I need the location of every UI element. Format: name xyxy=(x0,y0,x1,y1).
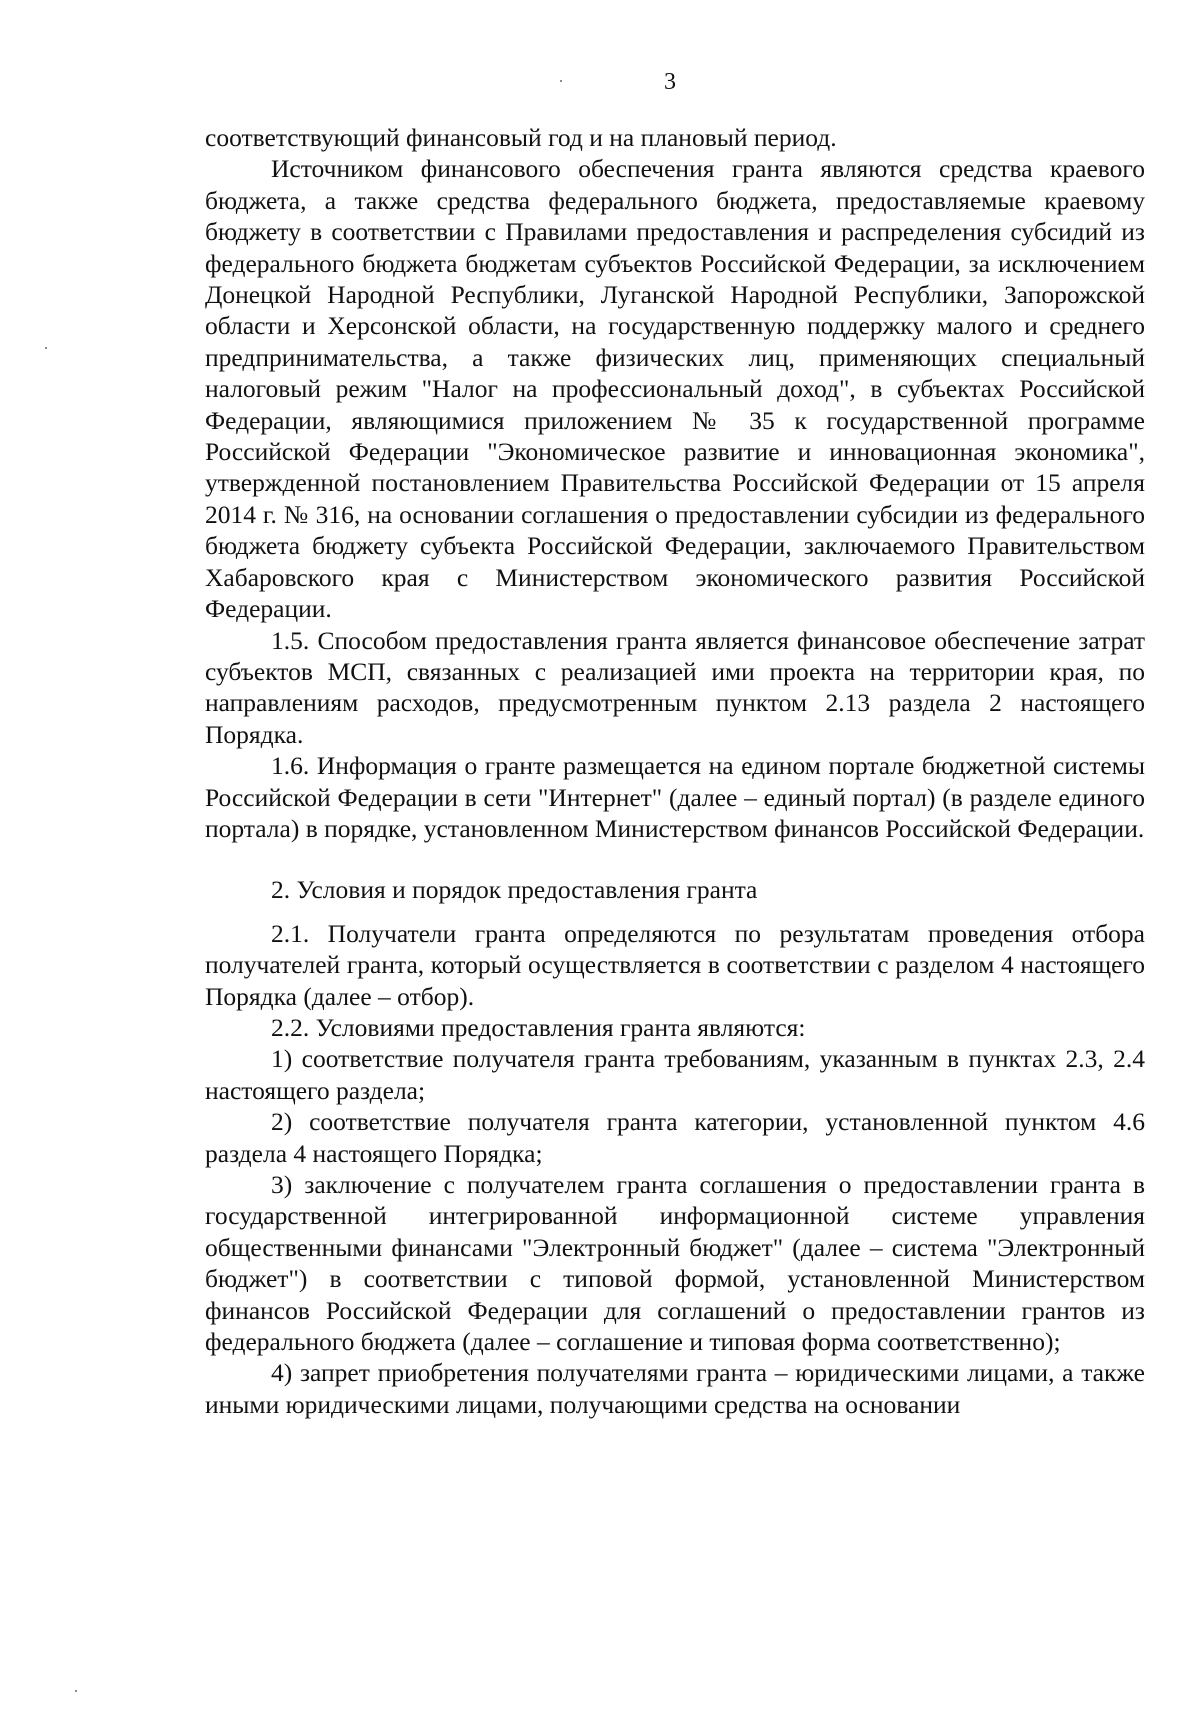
paragraph-2-2: 2.2. Условиями предоставления гранта являются: xyxy=(271,1012,806,1042)
list-item-4: 4) запрет приобретения получателями гранта – юридическими лицами, а также иными юридическими лицами, получающими средства на основании xyxy=(205,1358,1145,1419)
paragraph-continuation: соответствующий финансовый год и на плановый период. xyxy=(205,123,837,152)
scan-speck xyxy=(75,1690,77,1692)
list-item-1: 1) соответствие получателя гранта требованиям, указанным в пунктах 2.3, 2.4 настоящего раздела; xyxy=(205,1044,1145,1105)
paragraph-2-1: 2.1. Получатели гранта определяются по результатам проведения отбора получателей гранта, который осуществляется в соответствии с разделом 4 настоящего Порядка (далее – отбор). xyxy=(205,918,1145,1011)
list-item-2: 2) соответствие получателя гранта категории, установленной пунктом 4.6 раздела 4 настоящего Порядка; xyxy=(205,1107,1145,1168)
paragraph-1-6: 1.6. Информация о гранте размещается на едином портале бюджетной системы Российской Федерации в сети "Интернет" (далее – единый портал) (в разделе единого портала) в порядке, установленном Министерством финансов Российской Федерации. xyxy=(205,751,1145,843)
section-heading: 2. Условия и порядок предоставления гранта xyxy=(271,875,758,905)
list-item-3: 3) заключение с получателем гранта соглашения о предоставлении гранта в государственной интегрированной информационной системе управления общественными финансами "Электронный бюджет" (далее – система "Электронный бюджет") в соответствии с типовой формой, установленной Министерством финансов Российской Федерации для соглашений о предоставлении грантов из федерального бюджета (далее – соглашение и типовая форма соответственно); xyxy=(205,1170,1145,1357)
document-body xyxy=(205,122,1145,1420)
paragraph-funding-source: Источником финансового обеспечения гранта являются средства краевого бюджета, а также средства федерального бюджета, предоставляемые краевому бюджету в соответствии с Правилами предоставления и распределения субсидий из федерального бюджета бюджетам субъектов Российской Федерации, за исключением Донецкой Народной Республики, Луганской Народной Республики, Запорожской области и Херсонской области, на государственную поддержку малого и среднего предпринимательства, а также физических лиц, применяющих специальный налоговый режим "Налог на профессиональный доход", в субъектах Российской Федерации, являющимися приложением № 35 к государственной программе Российской Федерации "Экономическое развитие и инновационная экономика", утвержденной постановлением Правительства Российской Федерации от 15 апреля 2014 г. № 316, на основании соглашения о предоставлении субсидии из федерального бюджета бюджету субъекта Российской Федерации, заключаемого Правительством Хабаровского края с Министерством экономического развития Российской Федерации. xyxy=(205,154,1145,624)
scan-speck xyxy=(560,80,562,82)
scan-speck xyxy=(45,347,47,349)
paragraph-1-5: 1.5. Способом предоставления гранта является финансовое обеспечение затрат субъектов МСП, связанных с реализацией ими проекта на территории края, по направлениям расходов, предусмотренным пунктом 2.13 раздела 2 настоящего Порядка. xyxy=(205,625,1145,749)
page-number: 3 xyxy=(664,69,676,95)
